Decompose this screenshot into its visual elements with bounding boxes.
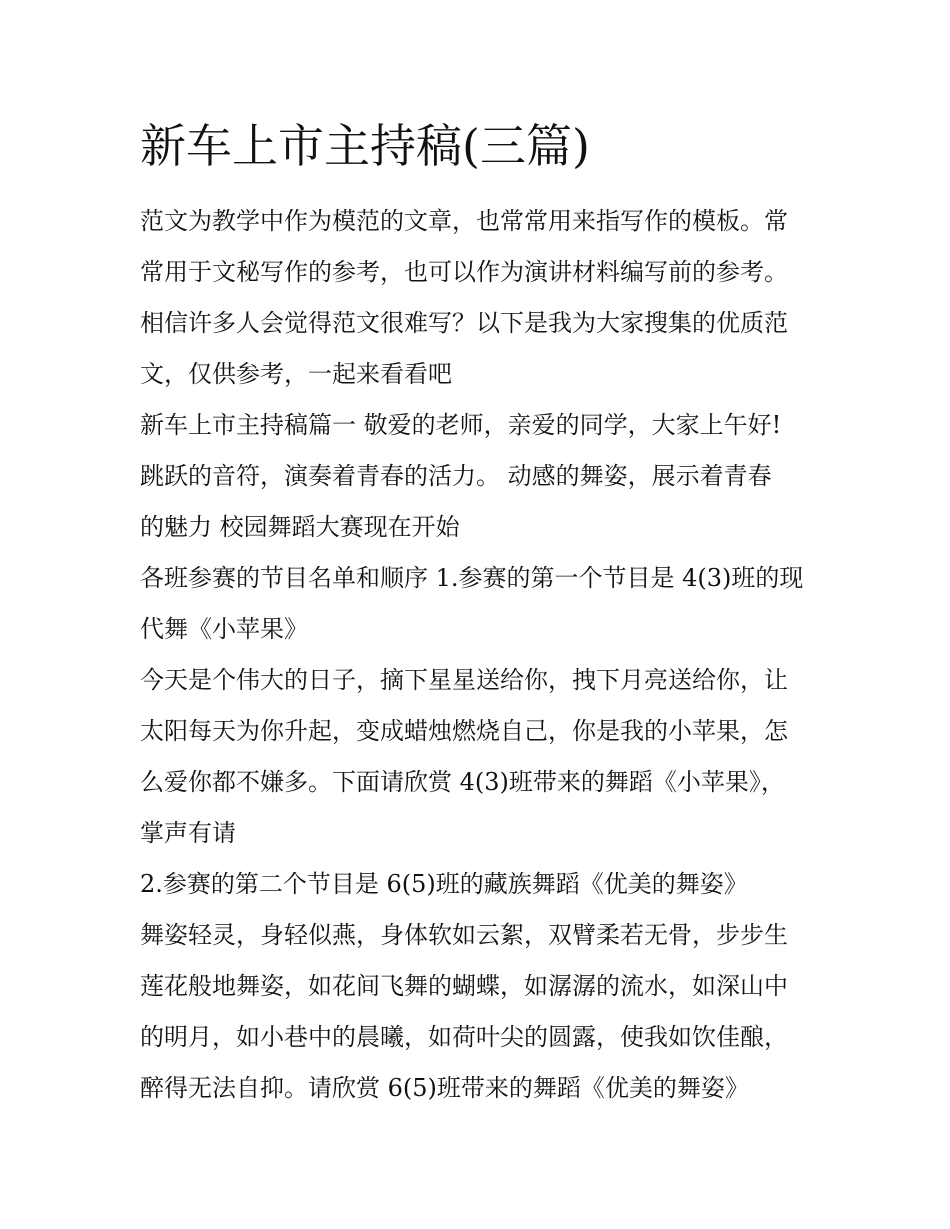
paragraph-line: 代舞《小苹果》 (140, 615, 308, 643)
paragraph-line: 相信许多人会觉得范文很难写？以下是我为大家搜集的优质范 (140, 309, 788, 337)
paragraph-line: 2.参赛的第二个节目是 6(5)班的藏族舞蹈《优美的舞姿》 (140, 870, 748, 898)
paragraph-line: 常用于文秘写作的参考，也可以作为演讲材料编写前的参考。 (140, 258, 788, 286)
paragraph-line: 掌声有请 (140, 819, 236, 847)
document-title: 新车上市主持稿(三篇) (140, 119, 590, 173)
paragraph-line: 醉得无法自抑。请欣赏 6(5)班带来的舞蹈《优美的舞姿》 (140, 1074, 749, 1102)
paragraph-line: 太阳每天为你升起，变成蜡烛燃烧自己，你是我的小苹果，怎 (140, 717, 788, 745)
paragraph-line: 舞姿轻灵，身轻似燕，身体软如云絮，双臂柔若无骨，步步生 (140, 921, 788, 949)
paragraph-line: 今天是个伟大的日子，摘下星星送给你，拽下月亮送给你，让 (140, 666, 788, 694)
paragraph-line: 范文为教学中作为模范的文章，也常常用来指写作的模板。常 (140, 207, 788, 235)
paragraph-line: 文，仅供参考，一起来看看吧 (140, 360, 452, 388)
paragraph-line: 莲花般地舞姿，如花间飞舞的蝴蝶，如潺潺的流水，如深山中 (140, 972, 788, 1000)
paragraph-line: 新车上市主持稿篇一 敬爱的老师，亲爱的同学，大家上午好! (140, 411, 782, 439)
paragraph-line: 跳跃的音符，演奏着青春的活力。 动感的舞姿，展示着青春 (140, 462, 772, 490)
paragraph-line: 的魅力 校园舞蹈大赛现在开始 (140, 513, 460, 541)
paragraph-line: 么爱你都不嫌多。下面请欣赏 4(3)班带来的舞蹈《小苹果》， (140, 768, 785, 796)
paragraph-line: 各班参赛的节目名单和顺序 1.参赛的第一个节目是 4(3)班的现 (140, 564, 804, 592)
paragraph-line: 的明月，如小巷中的晨曦，如荷叶尖的圆露，使我如饮佳酿， (140, 1023, 788, 1051)
